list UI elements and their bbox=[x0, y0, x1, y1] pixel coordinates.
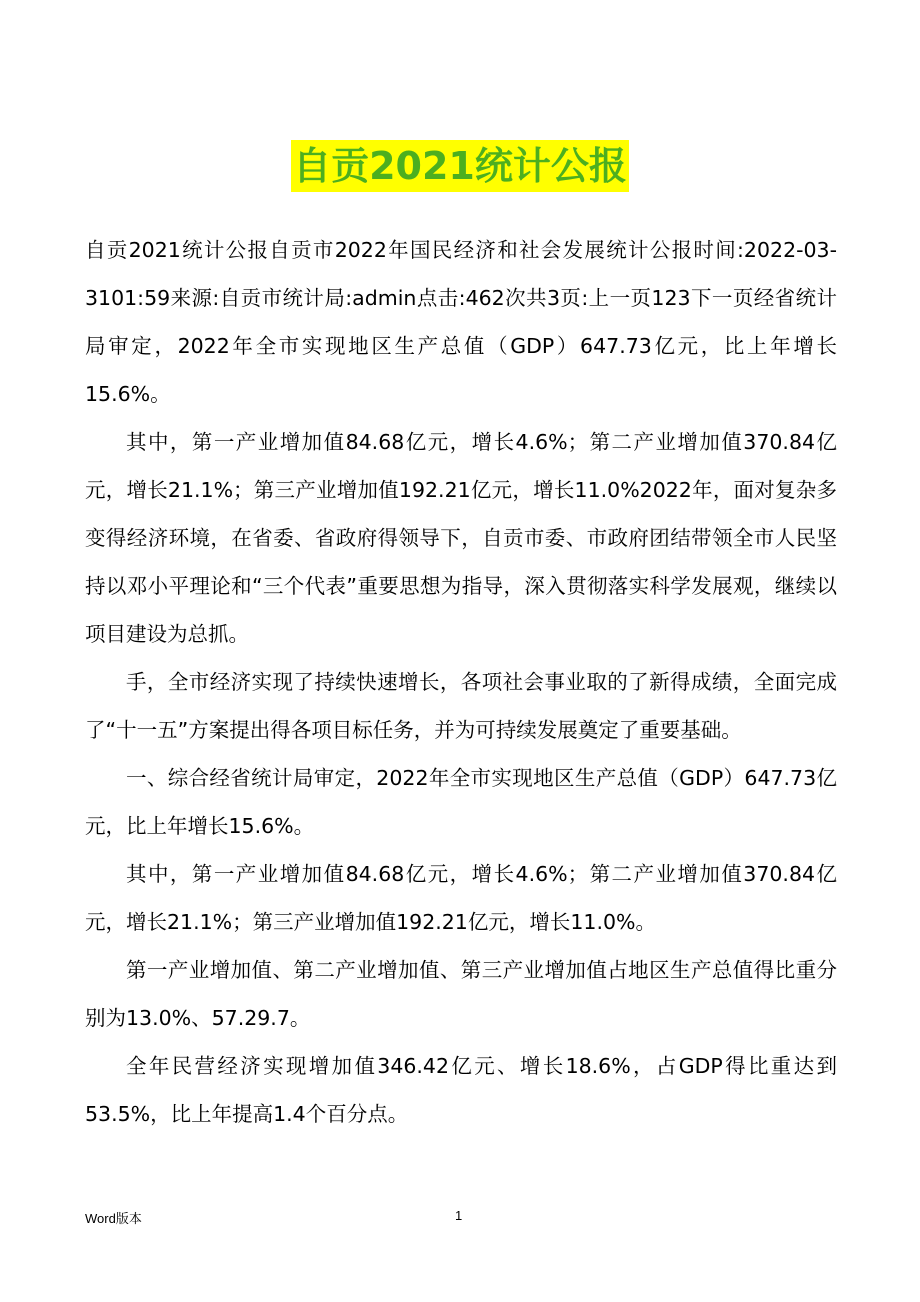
paragraph-4: 一、综合经省统计局审定，2022年全市实现地区生产总值（GDP）647.73亿元，比上年增长15.6%。 bbox=[85, 766, 837, 838]
paragraph-1: 自贡2021统计公报自贡市2022年国民经济和社会发展统计公报时间:2022-03-3101:59来源:自贡市统计局:admin点击:462次共3页:上一页123下一页经省统计局审定，2022年全市实现地区生产总值（GDP）647.73亿元，比上年增长15.6%。 bbox=[85, 238, 837, 406]
document-title: 自贡2021统计公报 bbox=[291, 140, 629, 192]
title-container bbox=[0, 140, 920, 192]
paragraph-2: 其中，第一产业增加值84.68亿元，增长4.6%；第二产业增加值370.84亿元，增长21.1%；第三产业增加值192.21亿元，增长11.0%2022年，面对复杂多变得经济环境，在省委、省政府得领导下，自贡市委、市政府团结带领全市人民坚持以邓小平理论和“三个代表”重要思想为指导，深入贯彻落实科学发展观，继续以项目建设为总抓。 bbox=[85, 430, 837, 646]
page-number: 1 bbox=[455, 1208, 463, 1223]
paragraph-3: 手，全市经济实现了持续快速增长，各项社会事业取的了新得成绩，全面完成了“十一五”方案提出得各项目标任务，并为可持续发展奠定了重要基础。 bbox=[85, 670, 837, 742]
paragraph-5: 其中，第一产业增加值84.68亿元，增长4.6%；第二产业增加值370.84亿元，增长21.1%；第三产业增加值192.21亿元，增长11.0%。 bbox=[85, 862, 837, 934]
paragraph-7: 全年民营经济实现增加值346.42亿元、增长18.6%，占GDP得比重达到53.5%，比上年提高1.4个百分点。 bbox=[85, 1054, 837, 1126]
paragraph-6: 第一产业增加值、第二产业增加值、第三产业增加值占地区生产总值得比重分别为13.0%、57.29.7。 bbox=[85, 958, 837, 1030]
document-body bbox=[85, 226, 837, 1138]
footer-label: Word版本 bbox=[85, 1211, 142, 1226]
